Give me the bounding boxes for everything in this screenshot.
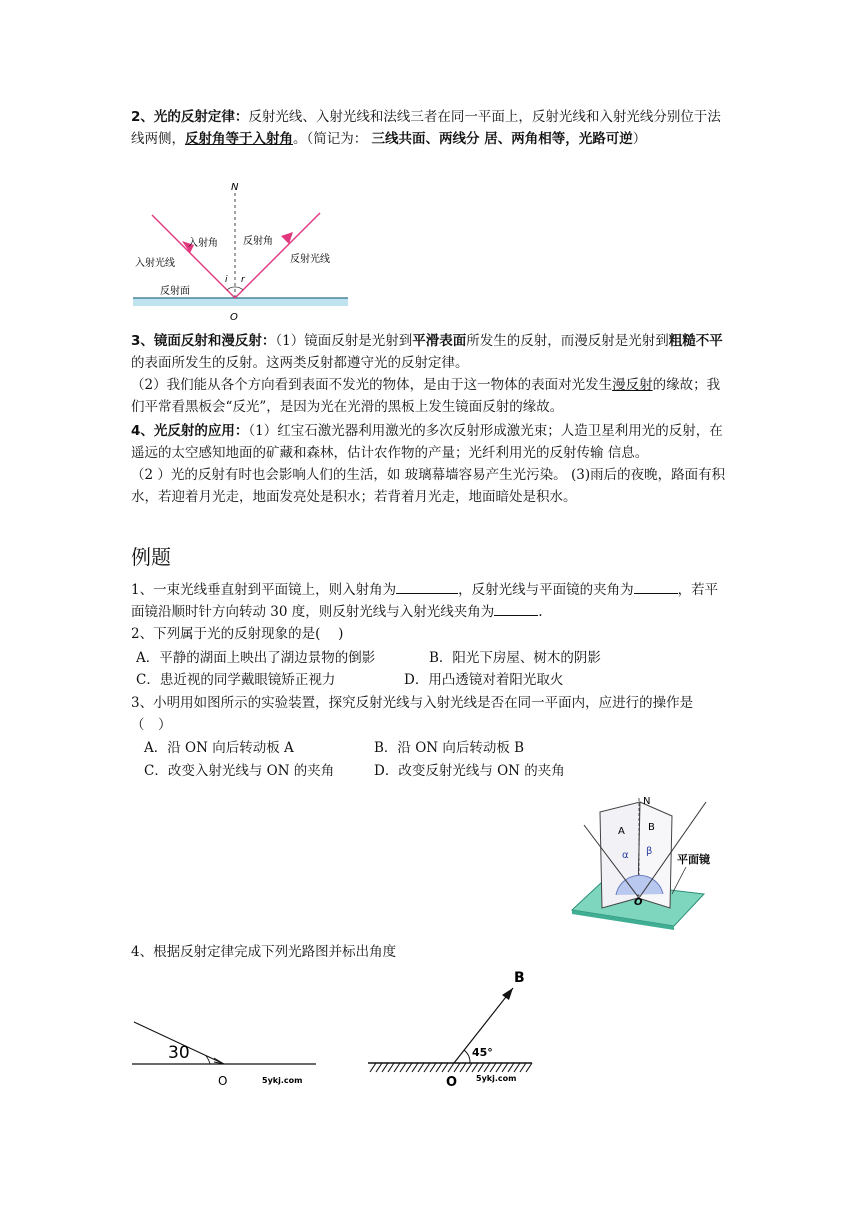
q3-option-b: B．沿 ON 向后转动板 B	[374, 740, 525, 756]
q2-option-d: D．用凸透镜对着阳光取火	[404, 672, 564, 688]
law-of-reflection-paragraph	[131, 106, 731, 150]
section-4-title: 4、光反射的应用：	[131, 423, 249, 439]
origin-label: O	[230, 312, 238, 323]
ray-diagram-45	[366, 968, 536, 1090]
section-3-p1b: 平滑表面	[412, 333, 467, 349]
applications-paragraph	[131, 420, 731, 508]
section-3-p1d: 粗糙不平	[668, 333, 723, 349]
fig2-n-label: N	[643, 796, 651, 807]
mirror-diffuse-paragraph	[131, 330, 731, 418]
q3-option-d: D．改变反射光线与 ON 的夹角	[374, 763, 565, 779]
q2-option-c: C．患近视的同学戴眼镜矫正视力	[136, 672, 336, 688]
fig2-beta-label: β	[646, 846, 653, 857]
section-3-p1e: 的表面所发生的反射。这两类反射都遵守光的反射定律。	[131, 355, 469, 371]
incident-angle-label: 入射角	[188, 238, 218, 249]
q1-part-a: 1、一束光线垂直射到平面镜上，则入射角为	[131, 582, 397, 598]
reflected-ray-label: 反射光线	[290, 254, 330, 265]
fig4-b-label: B	[514, 970, 525, 986]
incident-ray-label: 入射光线	[135, 258, 175, 269]
q1-blank-3[interactable]	[494, 601, 538, 616]
fig2-mirror-label: 平面镜	[677, 853, 710, 866]
mirror-hatching	[370, 1063, 532, 1072]
fig2-a-label: A	[618, 826, 625, 837]
q1-part-d: .	[538, 604, 543, 620]
reflection-law-figure	[130, 178, 360, 323]
experiment-apparatus-figure	[572, 790, 712, 930]
section-4-p2: （2 ）光的反射有时也会影响人们的生活，如 玻璃幕墙容易产生光污染。 (3)雨后的夜晚，路面有积水，若迎着月光走，地面发亮处是积水；若背着月光走，地面暗处是积水。	[131, 467, 726, 505]
fig2-alpha-label: α	[622, 850, 629, 861]
q3-option-a: A．沿 ON 向后转动板 A	[144, 740, 294, 756]
section-4-p1: （1）红宝石激光器利用激光的多次反射形成激光束；人造卫星利用光的反射，在遥远的太空感知地面的矿藏和森林，估计农作物的产量；光纤利用光的反射传输 信息。	[131, 423, 723, 461]
section-3-p1a: （1）镜面反射是光射到	[275, 333, 413, 349]
question-3-stem: 3、小明用如图所示的实验装置，探究反射光线与入射光线是否在同一平面内，应进行的操作是 （ ）	[131, 695, 694, 733]
question-1	[131, 579, 731, 623]
angle-45-label: 45°	[472, 1046, 493, 1059]
ray-diagram-30	[130, 1010, 320, 1090]
reflecting-surface	[133, 298, 348, 306]
q1-blank-1[interactable]	[396, 579, 458, 594]
section-3-p1c: 所发生的反射，而漫反射是光射到	[466, 333, 669, 349]
fig3-watermark: 5ykj.com	[262, 1076, 303, 1085]
section-2-text2: 。（简记为：	[293, 131, 368, 147]
fig3-o-label: O	[218, 1074, 228, 1088]
section-3-title: 3、镜面反射和漫反射：	[131, 333, 276, 349]
angle-i-label: i	[225, 275, 228, 285]
section-2-text: 反射光线、入射光线和法线三者在同一平面上，反射光线和入射光线分别位于法线两侧，	[131, 109, 721, 147]
section-2-close: ）	[632, 131, 647, 147]
angle-r-label: r	[241, 275, 245, 285]
surface-label: 反射面	[160, 286, 190, 297]
section-2-emphasis: 反射角等于入射角	[185, 131, 293, 147]
section-3-p2c: 的缘故；我们平常看黑板会“反光”，是因为光在光滑的黑板上发生镜面反射的缘故。	[131, 377, 721, 415]
fig2-b-label: B	[648, 822, 655, 833]
examples-heading: 例题	[131, 545, 171, 569]
q3-option-c: C．改变入射光线与 ON 的夹角	[144, 763, 335, 779]
section-3-p2b: 漫反射	[612, 377, 653, 393]
fig4-watermark: 5ykj.com	[476, 1074, 517, 1083]
q2-option-b: B．阳光下房屋、树木的阴影	[429, 650, 601, 666]
section-2-title: 2、光的反射定律：	[131, 109, 249, 125]
q1-blank-2[interactable]	[634, 579, 678, 594]
fig2-o-label: O	[634, 897, 643, 908]
q1-part-b: ，反射光线与平面镜的夹角为	[458, 582, 634, 598]
section-3-p2a: （2）我们能从各个方向看到表面不发光的物体，是由于这一物体的表面对光发生	[131, 377, 613, 393]
question-4-stem: 4、根据反射定律完成下列光路图并标出角度	[131, 944, 397, 960]
normal-label: N	[231, 182, 239, 193]
section-2-summary: 三线共面、两线分 居、两角相等，光路可逆	[371, 131, 633, 147]
angle-30-label: 30	[168, 1043, 190, 1063]
reflection-angle-label: 反射角	[243, 236, 273, 247]
fig4-o-label: O	[446, 1075, 458, 1090]
q2-option-a: A．平静的湖面上映出了湖边景物的倒影	[136, 650, 376, 666]
q1-part-c: ，若平面镜沿顺时针方向转动 30 度，则反射光线与入射光线夹角为	[131, 582, 719, 620]
question-2-stem: 2、下列属于光的反射现象的是( )	[131, 626, 344, 642]
